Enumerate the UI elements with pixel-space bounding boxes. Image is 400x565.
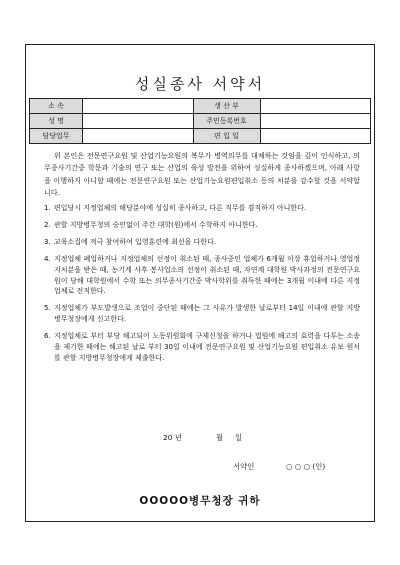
task-label: 담당업무	[30, 129, 83, 144]
signer-label: 서약인	[233, 462, 255, 471]
item-number: 4.	[44, 254, 51, 263]
affiliation-field[interactable]	[83, 99, 194, 114]
item-text: 지정업체가 부도발생으로 조업이 중단된 때에는 그 사유가 발생한 날로부터 14일 이내에 관할 지방병무청장에게 신고한다.	[54, 304, 360, 324]
birth-field[interactable]	[260, 99, 371, 114]
list-item	[44, 220, 360, 231]
item-number: 6.	[44, 332, 51, 341]
item-number: 3.	[44, 237, 51, 246]
date-month: 월	[216, 433, 224, 442]
affiliation-label: 소 속	[30, 99, 83, 114]
join-date-field[interactable]	[260, 129, 371, 144]
date-year: 20 년	[163, 433, 182, 442]
list-item	[44, 203, 360, 214]
item-text: 지정업체 폐업하거나 지정업체의 선정이 취소된 때, 종사중인 업체가 6개월 이상 휴업하거나 영업정지처분을 받은 때, 농기계 사후 봉사업소의 선정이 취소된 때, 자연계 대학원 박사과정의 전문연구요원이 당해 대학원에서 수학 또는 의무종사기간중 박사학위를 취득한 때에는 3개월 이내에 다른 지정업체로 전직한다.	[54, 254, 360, 296]
page-title: 성실종사 서약서	[134, 75, 266, 93]
item-text: 편입당시 지정업체의 해당분야에 성실히 종사하고, 다른 직무를 겸직하지 아니한다.	[54, 204, 307, 212]
list-item	[44, 303, 360, 325]
resident-no-label: 주민등록번호	[193, 114, 260, 129]
item-number: 5.	[44, 304, 51, 313]
name-field[interactable]	[83, 114, 194, 129]
info-table	[29, 98, 371, 144]
name-label: 성 명	[30, 114, 83, 129]
item-text: 지정업체로 부터 부당 해고되어 노동위원회에 구제신청을 하거나 법원에 해고의 효력을 다투는 소송을 제기한 때에는 해고된 날로 부터 30일 이내에 전문연구요원 및 산업기능요원 편입취소 유보 원서를 관할 지방병무청장에게 제출한다.	[54, 332, 360, 362]
item-number: 2.	[44, 220, 51, 229]
birth-label: 생 산 부	[193, 99, 260, 114]
item-text: 관할 지방병무청의 승인없이 주간 대학(원)에서 수학하지 아니한다.	[54, 220, 258, 229]
item-text: 교육소집에 적극 참여하여 입영훈련에 최선을 다한다.	[54, 237, 217, 246]
pledge-items	[44, 203, 360, 370]
recipient: OOOOO병무청장 귀하	[139, 495, 261, 507]
task-field[interactable]	[83, 129, 194, 144]
list-item	[44, 331, 360, 364]
intro-text: 위 본인은 전문연구요원 및 산업기능요원의 복무가 병역의무를 대체하는 것임을 깊이 인식하고, 의무종사기간중 학문과 기술의 연구 또는 산업의 육성 발전을 위하여 성실하게 종사하겠으며, 아래 사항을 이행하지 아니할 때에는 전문연구요원 또는 산업기능요원편입취소 등의 처분을 감수할 것을 서약합니다.	[44, 151, 360, 197]
date-day: 일	[235, 433, 243, 442]
join-date-label: 편 입 일	[193, 129, 260, 144]
resident-no-field[interactable]	[260, 114, 371, 129]
list-item	[44, 254, 360, 298]
intro-paragraph	[44, 150, 360, 199]
list-item	[44, 237, 360, 248]
signer-name[interactable]: ○ ○ ○ (인)	[286, 462, 326, 471]
item-number: 1.	[44, 204, 51, 212]
pledge-form	[25, 44, 375, 522]
